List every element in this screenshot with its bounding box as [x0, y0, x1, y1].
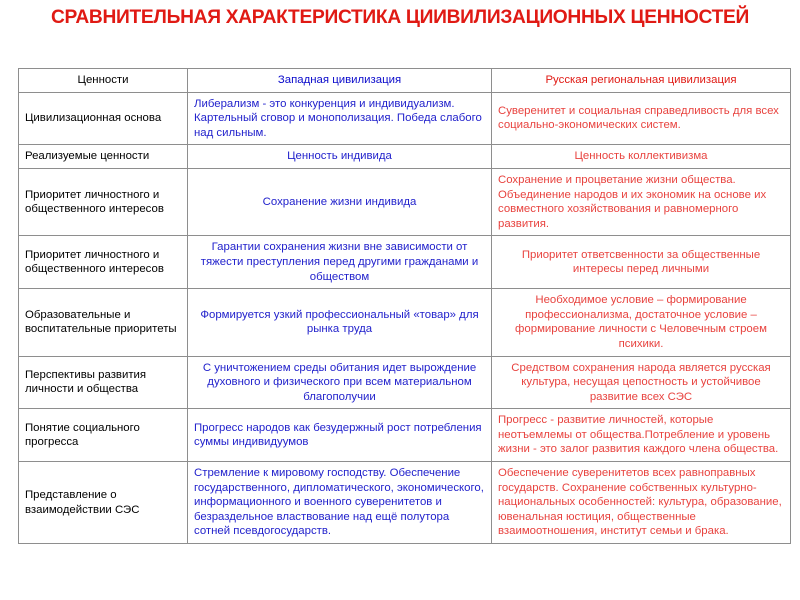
table-row [19, 92, 791, 145]
cell-russian-civilization: Необходимое условие – формирование профессионализма, достаточное условие – формирование личности с Человечным строем психики. [492, 289, 791, 356]
cell-russian-civilization: Прогресс - развитие личностей, которые неотъемлемы от общества.Потребление и уровень жизни - это залог развития каждого члена общества. [492, 409, 791, 462]
cell-value-category: Перспективы развития личности и общества [19, 356, 188, 409]
cell-western-civilization: Гарантии сохранения жизни вне зависимости от тяжести преступления перед другими гражданами и обществом [188, 236, 492, 289]
cell-value-category: Приоритет личностного и общественного интересов [19, 236, 188, 289]
cell-value-category: Реализуемые ценности [19, 145, 188, 169]
table-body [19, 92, 791, 543]
cell-value-category: Представление о взаимодействии СЭС [19, 462, 188, 544]
cell-western-civilization: Ценность индивида [188, 145, 492, 169]
table-row [19, 356, 791, 409]
table-header-row [19, 69, 791, 93]
cell-value-category: Образовательные и воспитательные приоритеты [19, 289, 188, 356]
cell-russian-civilization: Суверенитет и социальная справедливость для всех социально-экономических систем. [492, 92, 791, 145]
column-header-western-civilization: Западная цивилизация [188, 69, 492, 93]
cell-value-category: Цивилизационная основа [19, 92, 188, 145]
column-header-values: Ценности [19, 69, 188, 93]
comparison-table [18, 68, 791, 544]
table-row [19, 145, 791, 169]
cell-russian-civilization: Обеспечение суверенитетов всех равноправных государств. Сохранение собственных культурно-национальных особенностей: культура, образование, ювенальная юстиция, общественные взаимоотношения, институт семьи и брака. [492, 462, 791, 544]
cell-western-civilization: Формируется узкий профессиональный «товар» для рынка труда [188, 289, 492, 356]
cell-russian-civilization: Сохранение и процветание жизни общества. Объединение народов и их экономик на основе их совместного хозяйствования и равномерного развития. [492, 168, 791, 235]
cell-western-civilization: Сохранение жизни индивида [188, 168, 492, 235]
cell-value-category: Приоритет личностного и общественного интересов [19, 168, 188, 235]
cell-russian-civilization: Средством сохранения народа является русская культура, несущая цепостность и устойчивое развитие всех СЭС [492, 356, 791, 409]
table-row [19, 409, 791, 462]
cell-russian-civilization: Ценность коллективизма [492, 145, 791, 169]
cell-western-civilization: Либерализм - это конкуренция и индивидуализм. Картельный сговор и монополизация. Победа слабого над сильным. [188, 92, 492, 145]
cell-value-category: Понятие социального прогресса [19, 409, 188, 462]
cell-western-civilization: С уничтожением среды обитания идет вырождение духовного и физического при всем материальном благополучии [188, 356, 492, 409]
cell-western-civilization: Стремление к мировому господству. Обеспечение государственного, дипломатического, экономического, информационного и военного суверенитетов и безраздельное властвование над ещё полутора сотней псевдогосударств. [188, 462, 492, 544]
table-row [19, 289, 791, 356]
table-row [19, 168, 791, 235]
page-title: СРАВНИТЕЛЬНАЯ ХАРАКТЕРИСТИКА ЦИИВИЛИЗАЦИОННЫХ ЦЕННОСТЕЙ [50, 7, 750, 28]
table-header [19, 69, 791, 93]
cell-western-civilization: Прогресс народов как безудержный рост потребления суммы индивидуумов [188, 409, 492, 462]
table-row [19, 236, 791, 289]
column-header-russian-civilization: Русская региональная цивилизация [492, 69, 791, 93]
cell-russian-civilization: Приоритет ответсвенности за общественные интересы перед личными [492, 236, 791, 289]
table-row [19, 462, 791, 544]
